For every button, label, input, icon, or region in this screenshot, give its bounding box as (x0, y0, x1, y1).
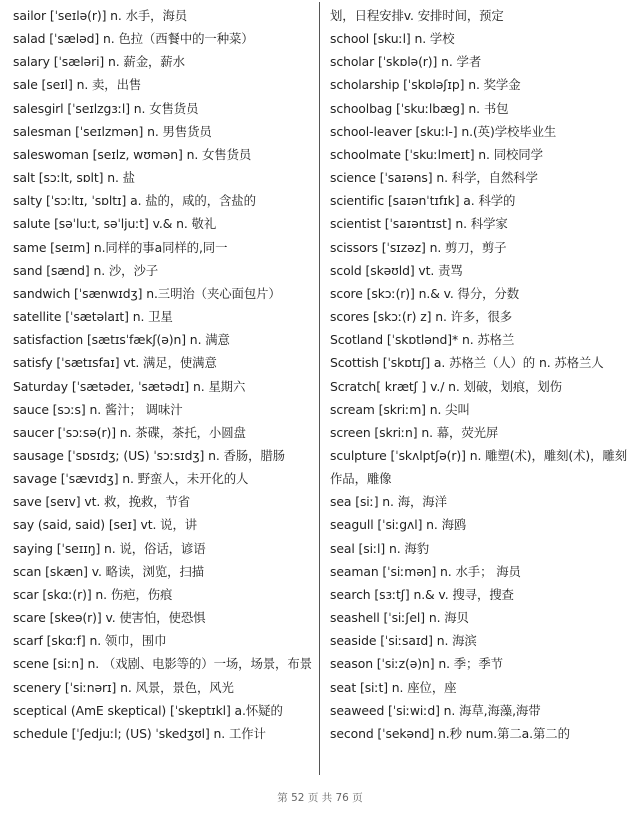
dictionary-entry: savage [ˈsævɪdʒ] n. 野蛮人，未开化的人 (13, 471, 249, 487)
dictionary-entry: seaman [ˈsiːmən] n. 水手； 海员 (330, 563, 521, 579)
dictionary-entry: save [seɪv] vt. 救，挽救，节省 (13, 494, 191, 510)
dictionary-entry: seashell [ˈsiːʃel] n. 海贝 (330, 610, 469, 626)
dictionary-entry: sculpture [ˈskʌlptʃə(r)] n. 雕塑(术)，雕刻(术)，雕刻作品，雕像 (330, 447, 627, 487)
dictionary-entry: satisfy [ˈsætɪsfaɪ] vt. 满足，使满意 (13, 355, 217, 371)
dictionary-entry: school-leaver [skuːl-] n.(英)学校毕业生 (330, 123, 557, 139)
dictionary-entry: salesman [ˈseɪlzmən] n. 男售货员 (13, 123, 212, 139)
dictionary-entry: salary [ˈsæləri] n. 薪金，薪水 (13, 54, 185, 70)
dictionary-entry: sand [sænd] n. 沙，沙子 (13, 262, 159, 278)
dictionary-entry: saying [ˈseɪɪŋ] n. 说，俗话，谚语 (13, 540, 206, 556)
dictionary-entry: salty [ˈsɔːltɪ, ˈsɒltɪ] a. 盐的，咸的，含盐的 (13, 193, 256, 209)
dictionary-entry: search [sɜːtʃ] n.& v. 搜寻，搜查 (330, 586, 514, 602)
left-column (13, 4, 313, 745)
dictionary-entry: school [skuːl] n. 学校 (330, 31, 455, 47)
dictionary-entry: seaside [ˈsiːsaɪd] n. 海滨 (330, 633, 477, 649)
dictionary-entry: Scotland [ˈskɒtlənd]* n. 苏格兰 (330, 332, 515, 348)
dictionary-entry: seal [siːl] n. 海豹 (330, 540, 429, 556)
dictionary-entry: same [seɪm] n.同样的事a同样的,同一 (13, 239, 228, 255)
page-number: 第 52 页 共 76 页 (277, 792, 363, 804)
dictionary-entry: Scratch[ krætʃ ] v./ n. 划破，划痕，划伤 (330, 378, 562, 394)
dictionary-entry: satisfaction [sætɪsˈfækʃ(ə)n] n. 满意 (13, 332, 230, 348)
dictionary-entry: seagull [ˈsiːgʌl] n. 海鸥 (330, 517, 467, 533)
dictionary-entry: sandwich [ˈsænwɪdʒ] n.三明治（夹心面包片） (13, 285, 281, 301)
dictionary-entry: scientific [saɪənˈtɪfɪk] a. 科学的 (330, 193, 516, 209)
dictionary-entry: salt [sɔːlt, sɒlt] n. 盐 (13, 170, 135, 186)
dictionary-entry: say (said, said) [seɪ] vt. 说，讲 (13, 517, 198, 533)
dictionary-entry: season [ˈsiːz(ə)n] n. 季；季节 (330, 656, 503, 672)
dictionary-entry: scarf [skɑːf] n. 领巾，围巾 (13, 633, 167, 649)
dictionary-entry: seat [siːt] n. 座位，座 (330, 679, 457, 695)
right-column (330, 4, 635, 745)
dictionary-entry: sale [seɪl] n. 卖，出售 (13, 77, 142, 93)
dictionary-entry: sauce [sɔːs] n. 酱汁； 调味汁 (13, 401, 183, 417)
dictionary-entry: Saturday [ˈsætədeɪ, ˈsætədɪ] n. 星期六 (13, 378, 246, 394)
dictionary-entry: scar [skɑː(r)] n. 伤疤，伤痕 (13, 586, 173, 602)
dictionary-entry: sausage [ˈsɒsɪdʒ; (US) ˈsɔːsɪdʒ] n. 香肠，腊肠 (13, 447, 285, 463)
dictionary-entry: scissors [ˈsɪzəz] n. 剪刀，剪子 (330, 239, 507, 255)
dictionary-entry: saleswoman [seɪlz, wʊmən] n. 女售货员 (13, 146, 252, 162)
dictionary-entry: 划，日程安排v. 安排时间，预定 (330, 8, 504, 23)
dictionary-entry: score [skɔː(r)] n.& v. 得分，分数 (330, 285, 520, 301)
dictionary-entry: schoolbag [ˈskuːlbæg] n. 书包 (330, 100, 509, 116)
dictionary-entry: scream [skriːm] n. 尖叫 (330, 401, 470, 417)
dictionary-entry: seaweed [ˈsiːwiːd] n. 海草,海藻,海带 (330, 702, 541, 718)
dictionary-entry: scientist [ˈsaɪəntɪst] n. 科学家 (330, 216, 508, 232)
column-divider (319, 2, 320, 775)
dictionary-entry: sceptical (AmE skeptical) [ˈskeptɪkl] a.怀疑的 (13, 702, 283, 718)
dictionary-entry: scold [skəʊld] vt. 责骂 (330, 262, 463, 278)
dictionary-entry: scores [skɔː(r) z] n. 许多，很多 (330, 309, 513, 325)
dictionary-entry: Scottish [ˈskɒtɪʃ] a. 苏格兰（人）的 n. 苏格兰人 (330, 355, 604, 371)
dictionary-entry: scene [siːn] n. （戏剧、电影等的）一场，场景，布景 (13, 656, 312, 672)
dictionary-entry: sailor [ˈseɪlə(r)] n. 水手，海员 (13, 8, 188, 23)
dictionary-entry: salute [səˈluːt, səˈljuːt] v.& n. 敬礼 (13, 216, 217, 232)
dictionary-entry: scan [skæn] v. 略读，浏览，扫描 (13, 563, 204, 579)
dictionary-entry: schedule [ˈʃedjuːl; (US) ˈskedʒʊl] n. 工作计 (13, 725, 266, 741)
dictionary-entry: scholarship [ˈskɒləʃɪp] n. 奖学金 (330, 77, 521, 93)
dictionary-entry: saucer [ˈsɔːsə(r)] n. 茶碟，茶托，小圆盘 (13, 424, 246, 440)
dictionary-entry: schoolmate [ˈskuːlmeɪt] n. 同校同学 (330, 146, 543, 162)
dictionary-entry: scare [skeə(r)] v. 使害怕，使恐惧 (13, 610, 206, 626)
dictionary-entry: salesgirl [ˈseɪlzgɜːl] n. 女售货员 (13, 100, 199, 116)
dictionary-entry: second [ˈsekənd] n.秒 num.第二a.第二的 (330, 725, 570, 741)
dictionary-entry: scenery [ˈsiːnərɪ] n. 风景，景色，风光 (13, 679, 234, 695)
dictionary-entry: screen [skriːn] n. 幕，荧光屏 (330, 424, 499, 440)
dictionary-entry: scholar [ˈskɒlə(r)] n. 学者 (330, 54, 482, 70)
dictionary-entry: satellite [ˈsætəlaɪt] n. 卫星 (13, 309, 173, 325)
dictionary-entry: sea [siː] n. 海，海洋 (330, 494, 447, 510)
dictionary-entry: salad [ˈsæləd] n. 色拉（西餐中的一种菜） (13, 31, 254, 47)
dictionary-entry: science [ˈsaɪəns] n. 科学，自然科学 (330, 170, 538, 186)
